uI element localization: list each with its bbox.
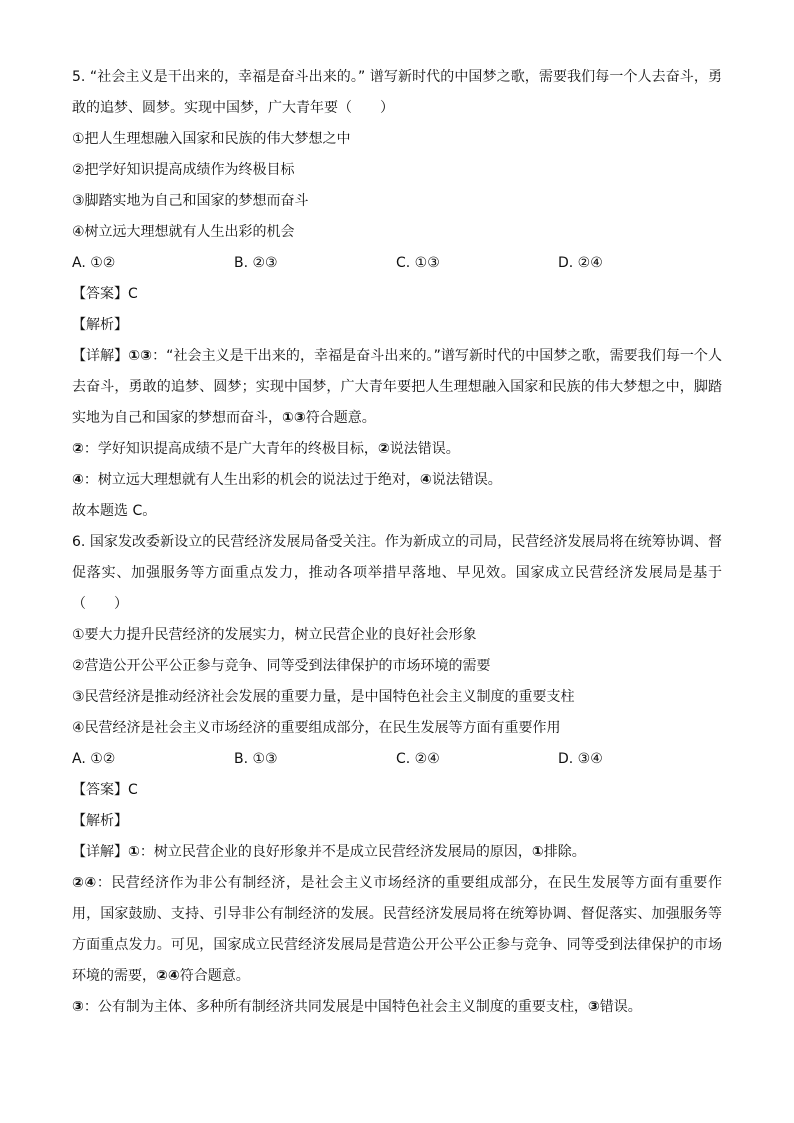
q6-p1-text: ：树立民营企业的良好形象并不是成立民营经济发展局的原因， [139, 844, 532, 860]
q5-p4-end: 说法错误。 [431, 472, 502, 488]
q6-answer-value: C [128, 782, 138, 798]
q5-detail-label: 【详解】 [72, 348, 129, 364]
q6-stem: 6. 国家发改委新设立的民营经济发展局备受关注。作为新成立的司局，民营经济发展局将在统筹协调、督促落实、加强服务等方面重点发力，推动各项举措早落地、早见效。国家成立民营经济发展局是基于（ ） [72, 534, 722, 612]
q6-p24-text: ：民营经济作为非公有制经济，是社会主义市场经济的重要组成部分，在民生发展等方面有重要作用，国家鼓励、支持、引导非公有制经济的发展。民营经济发展局将在统筹协调、督促落实、加强服务等方面重点发力。可见，国家成立民营经济发展局是营造公开公平公正参与竞争、同等受到法律保护的市场环境的需要， [72, 875, 722, 984]
q6-p3-text: ：公有制为主体、多种所有制经济共同发展是中国特色社会主义制度的重要支柱， [83, 999, 588, 1015]
q5-p4-key: ④ [72, 472, 84, 488]
q5-analysis-label: 【解析】 [72, 317, 128, 333]
q5-p2-end: 说法错误。 [389, 441, 460, 457]
q6-answer-label: 【答案】 [72, 782, 128, 798]
q5-item-2: ②把学好知识提高成绩作为终极目标 [72, 162, 295, 178]
q6-item-1: ①要大力提升民营经济的发展实力，树立民营企业的良好社会形象 [72, 627, 477, 643]
q5-answer-value: C [128, 286, 138, 302]
q5-item-1: ①把人生理想融入国家和民族的伟大梦想之中 [72, 131, 351, 147]
q5-detail [72, 341, 722, 434]
q6-p24-key: ②④ [72, 875, 97, 891]
q5-p4-text: ：树立远大理想就有人生出彩的机会的说法过于绝对， [83, 472, 420, 488]
q6-p24-key-end: ②④ [156, 968, 180, 984]
q6-detail-label: 【详解】 [72, 844, 128, 860]
q6-analysis-label: 【解析】 [72, 813, 128, 829]
q6-p1-key-end: ① [531, 844, 544, 860]
q5-option-c: C. ①③ [396, 255, 440, 271]
q5-p2-text: ：学好知识提高成绩不是广大青年的终极目标， [83, 441, 378, 457]
q6-option-d: D. ③④ [558, 751, 603, 767]
q5-option-b: B. ②③ [234, 255, 278, 271]
q6-item-3: ③民营经济是推动经济社会发展的重要力量，是中国特色社会主义制度的重要支柱 [72, 689, 575, 705]
q5-detail-key: ①③ [128, 348, 153, 364]
q5-answer-label: 【答案】 [72, 286, 128, 302]
q5-p4-key-end: ④ [419, 472, 432, 488]
q5-options [72, 248, 722, 279]
q5-answer [72, 279, 722, 310]
q6-options [72, 744, 722, 775]
q6-p1-key: ① [128, 844, 140, 860]
q5-point-4 [72, 465, 722, 496]
q6-option-b: B. ①③ [234, 751, 278, 767]
q5-p2-key: ② [72, 441, 84, 457]
q6-point-1 [72, 837, 722, 868]
q5-conclusion: 故本题选 C。 [72, 503, 157, 519]
q6-p3-key-end: ③ [587, 999, 600, 1015]
q6-point-3 [72, 992, 722, 1023]
q5-detail-text: ：“社会主义是干出来的，幸福是奋斗出来的。”谱写新时代的中国梦之歌，需要我们每一个人去奋斗，勇敢的追梦、圆梦；实现中国梦，广大青年要把人生理想融入国家和民族的伟大梦想之中，脚踏实地为自己和国家的梦想而奋斗， [72, 348, 722, 426]
q6-option-c: C. ②④ [396, 751, 440, 767]
q5-option-a: A. ①② [72, 255, 116, 271]
q6-answer [72, 775, 722, 806]
q5-p2-key-end: ② [377, 441, 390, 457]
q6-option-a: A. ①② [72, 751, 116, 767]
q5-item-3: ③脚踏实地为自己和国家的梦想而奋斗 [72, 193, 309, 209]
q6-p3-key: ③ [72, 999, 84, 1015]
q5-item-4: ④树立远大理想就有人生出彩的机会 [72, 224, 295, 240]
q6-p3-end: 错误。 [599, 999, 642, 1015]
q5-detail-end: 符合题意。 [305, 410, 376, 426]
q6-p1-end: 排除。 [543, 844, 586, 860]
q6-p24-end: 符合题意。 [179, 968, 250, 984]
q5-point-2 [72, 434, 722, 465]
q6-point-24 [72, 868, 722, 992]
q5-option-d: D. ②④ [558, 255, 603, 271]
q5-detail-key-end: ①③ [282, 410, 306, 426]
q6-item-2: ②营造公开公平公正参与竞争、同等受到法律保护的市场环境的需要 [72, 658, 491, 674]
document-page [72, 62, 722, 1023]
q6-item-4: ④民营经济是社会主义市场经济的重要组成部分，在民生发展等方面有重要作用 [72, 720, 561, 736]
q5-stem: 5. “社会主义是干出来的，幸福是奋斗出来的。” 谱写新时代的中国梦之歌，需要我们每一个人去奋斗，勇敢的追梦、圆梦。实现中国梦，广大青年要（ ） [72, 69, 722, 116]
